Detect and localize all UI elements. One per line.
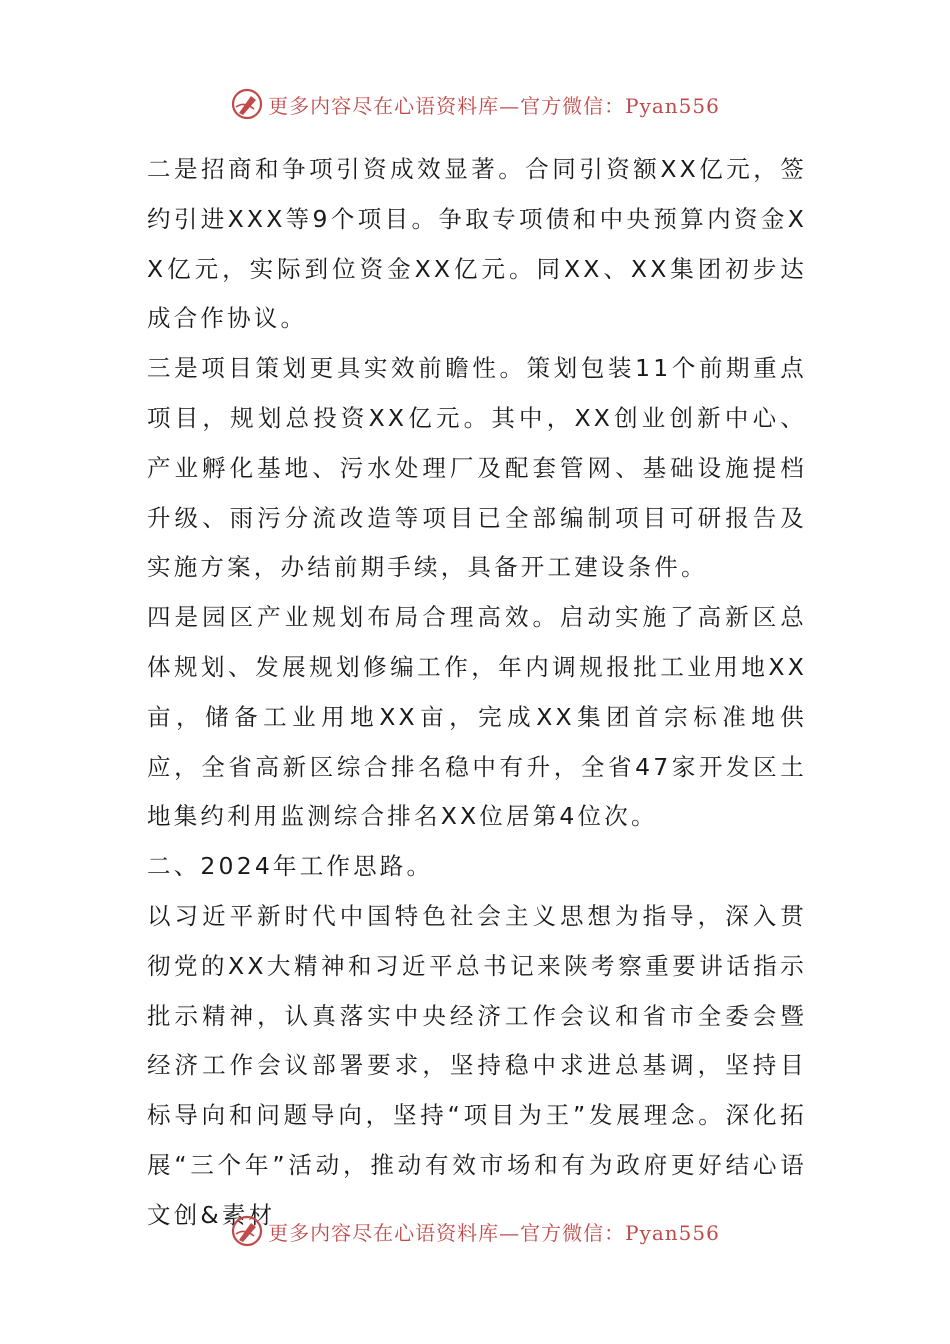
paragraph-project-planning: 三是项目策划更具实效前瞻性。策划包装11个前期重点项目，规划总投资XX亿元。其中，XX创业创新中心、产业孵化基地、污水处理厂及配套管网、基础设施提档升级、雨污分流改造等项目已全部编制项目可研报告及实施方案，办结前期手续，具备开工建设条件。 — [147, 354, 807, 582]
footer-banner-text: 更多内容尽在心语资料库—官方微信：Pyan556 — [268, 1220, 720, 1245]
document-body — [147, 145, 807, 1241]
section-heading-2024: 二、2024年工作思路。 — [147, 852, 434, 881]
header-banner-text: 更多内容尽在心语资料库—官方微信：Pyan556 — [268, 93, 720, 118]
header-banner — [0, 84, 950, 124]
pen-nib-icon — [230, 1214, 264, 1248]
pen-nib-icon — [230, 87, 264, 121]
paragraph-guiding-thought: 以习近平新时代中国特色社会主义思想为指导，深入贯彻党的XX大精神和习近平总书记来陕考察重要讲话指示批示精神，认真落实中央经济工作会议和省市全委会暨经济工作会议部署要求，坚持稳中求进总基调，坚持目标导向和问题导向，坚持“项目为王”发展理念。深化拓展“三个年”活动，推动有效市场和有为政府更好结心语文创&素材 — [147, 901, 807, 1229]
paragraph-investment: 二是招商和争项引资成效显著。合同引资额XX亿元，签约引进XXX等9个项目。争取专项债和中央预算内资金XX亿元，实际到位资金XX亿元。同XX、XX集团初步达成合作协议。 — [147, 155, 807, 333]
paragraph-park-planning: 四是园区产业规划布局合理高效。启动实施了高新区总体规划、发展规划修编工作，年内调规报批工业用地XX亩，储备工业用地XX亩，完成XX集团首宗标准地供应，全省高新区综合排名稳中有升，全省47家开发区土地集约利用监测综合排名XX位居第4位次。 — [147, 603, 807, 831]
footer-banner — [0, 1211, 950, 1251]
